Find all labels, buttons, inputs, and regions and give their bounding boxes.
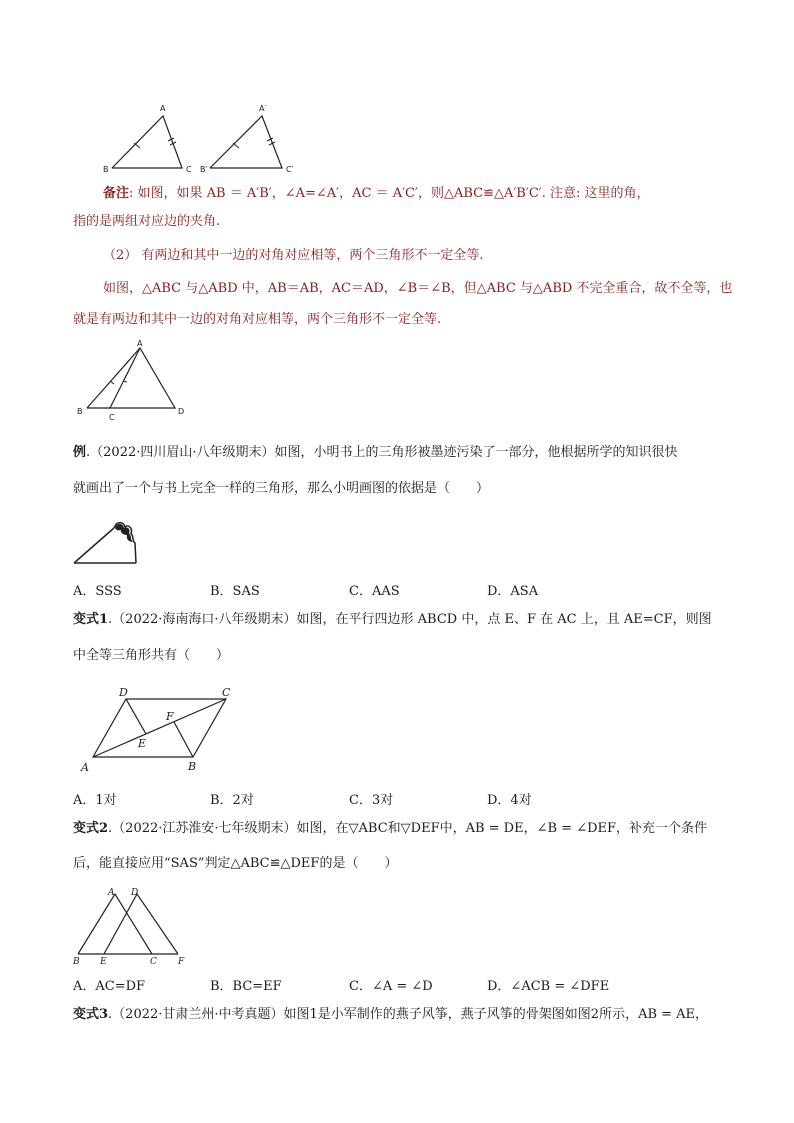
point-2-desc-2: 就是有两边和其中一边的对角对应相等，两个三角形不一定全等.: [73, 312, 442, 327]
label-B: B: [73, 957, 80, 966]
point-2-desc-1: 如图，△ABC 与△ABD 中，AB＝AB，AC＝AD，∠B＝∠B，但△ABC 与△ABD 不完全重合，故不全等，也: [103, 281, 733, 296]
variant2-option-b: B．BC=EF: [210, 979, 282, 994]
figure-stained-triangle: [70, 516, 150, 568]
variant2-option-d: D．∠ACB = ∠DFE: [487, 979, 610, 994]
label-C-prime: C′: [286, 165, 294, 174]
label-D: D: [131, 888, 139, 898]
label-C: C: [222, 686, 231, 699]
figure-overlapping-triangles: [70, 884, 195, 966]
example-option-b: B．SAS: [210, 584, 260, 599]
variant2-option-c: C．∠A = ∠D: [349, 979, 433, 994]
label-A: A: [81, 761, 89, 774]
label-D: D: [119, 686, 128, 699]
variant1-option-a: A．1对: [73, 793, 117, 808]
example-head: 例: [73, 445, 87, 460]
label-E: E: [138, 737, 147, 750]
variant2-line-2: 后，能直接应用“SAS”判定△ABC≌△DEF的是（ ）: [73, 856, 398, 871]
example-line-2: 就画出了一个与书上完全一样的三角形，那么小明画图的依据是（ ）: [73, 481, 490, 496]
label-B: B: [188, 760, 197, 773]
label-D: D: [178, 407, 185, 416]
label-F: F: [178, 957, 185, 966]
label-A-prime: A′: [259, 104, 267, 113]
variant1-head: 变式1: [73, 612, 109, 627]
variant2-text-1: .（2022·江苏淮安·七年级期末）如图，在▽ABC和▽DEF中，AB = DE，∠B = ∠DEF，补充一个条件: [108, 821, 708, 836]
variant3-line-1: [73, 1006, 708, 1024]
figure-congruent-triangles: [100, 100, 320, 180]
variant2-head: 变式2: [73, 821, 109, 836]
example-option-a: A．SSS: [73, 584, 122, 599]
label-B-prime: B′: [200, 165, 208, 174]
label-C: C: [186, 165, 192, 174]
figure-ssa-triangles: [72, 338, 192, 422]
label-F: F: [166, 710, 174, 723]
label-B: B: [77, 407, 83, 416]
example-option-c: C．AAS: [349, 584, 400, 599]
variant1-text-1: .（2022·海南海口·八年级期末）如图，在平行四边形 ABCD 中，点 E、F 在 AC 上，且 AE=CF，则图: [108, 612, 712, 627]
label-C: C: [109, 413, 115, 422]
variant1-line-1: [73, 611, 712, 629]
point-2: （2） 有两边和其中一边的对角对应相等，两个三角形不一定全等.: [103, 248, 484, 263]
example-line-1: [73, 444, 678, 462]
variant1-option-d: D．4对: [487, 793, 532, 808]
label-A: A: [137, 339, 143, 348]
variant3-text-1: .（2022·甘肃兰州·中考真题）如图1是小军制作的燕子风筝，燕子风筝的骨架图如图2所示，AB = AE，: [108, 1007, 709, 1022]
figure-parallelogram: [76, 684, 246, 776]
label-E: E: [100, 957, 107, 966]
example-option-d: D．ASA: [487, 584, 539, 599]
note-line-2: 指的是两组对应边的夹角.: [73, 214, 221, 229]
variant1-option-c: C．3对: [349, 793, 394, 808]
variant1-option-b: B．2对: [210, 793, 254, 808]
variant2-line-1: [73, 820, 707, 838]
note-line-1: [103, 185, 650, 203]
note-head: 备注: [103, 186, 130, 201]
variant3-head: 变式3: [73, 1007, 109, 1022]
example-text-1: .（2022·四川眉山·八年级期末）如图，小明书上的三角形被墨迹污染了一部分，他根据所学的知识很快: [86, 445, 678, 460]
note-text-1: : 如图，如果 AB ＝ A′B′，∠A=∠A′，AC ＝ A′C′，则△ABC≌△A′B′C′. 注意: 这里的角，: [129, 186, 650, 201]
label-A: A: [160, 104, 166, 113]
variant2-option-a: A．AC=DF: [73, 979, 146, 994]
label-B: B: [103, 165, 109, 174]
variant1-line-2: 中全等三角形共有（ ）: [73, 648, 230, 663]
label-A: A: [108, 888, 115, 898]
label-C: C: [150, 957, 157, 966]
